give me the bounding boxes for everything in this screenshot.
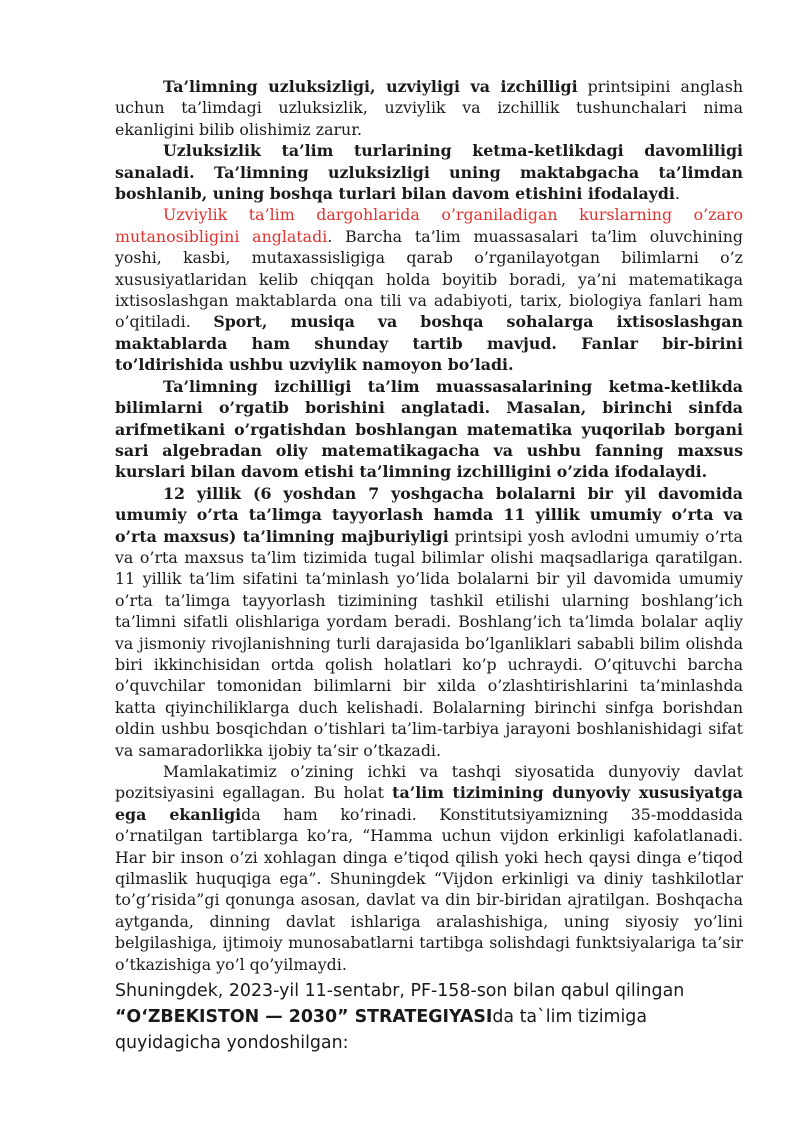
highlighted-red-text: Uzviylik ta’lim dargohlarida o’rganiladigan kurslarning o’zaro mutanosibligini anglatadi bbox=[115, 205, 743, 246]
paragraph-continuity-intro bbox=[115, 76, 743, 140]
bold-text: Uzluksizlik ta’lim turlarining ketma-ketlikdagi davomliligi sanaladi. Ta’limning uzluksizligi uning maktabgacha ta’limdan boshlanib, uning boshqa turlari bilan davom etishini ifodalaydi bbox=[115, 141, 743, 204]
paragraph-continuity-definition bbox=[115, 140, 743, 204]
body-text: Mamlakatimiz o’zining ichki va tashqi siyosatida dunyoviy davlat pozitsiyasini egallagan. Bu holat bbox=[115, 762, 743, 803]
paragraph-secular-education bbox=[115, 761, 743, 975]
bold-text: ta’lim tizimining dunyoviy xususiyatga ega ekanligi bbox=[115, 783, 744, 824]
body-text: da ham ko’rinadi. Konstitutsiyamizning 35-moddasida o’rnatilgan tartiblarga ko’ra, “Hamma uchun vijdon erkinligi kafolatlanadi. Har bir inson o’zi xohlagan dinga e’tiqod qilish yoki hech qaysi dinga e’tiqod qilmaslik huquqiga ega”. Shuningdek “Vijdon erkinligi va diniy tashkilotlar to’g’risida”gi qonunga asosan, davlat va din bir-biridan ajratilgan. Boshqacha aytganda, dinning davlat ishlariga aralashishiga, uning siyosiy yo’lini belgilashiga, ijtimoiy munosabatlarni tartibga solishdagi funktsiyalariga ta’sir o’tkazishiga yo’l qo’yilmaydi. bbox=[115, 804, 743, 974]
bold-text: “O‘ZBEKISTON — 2030” STRATEGIYASI bbox=[115, 1007, 493, 1028]
bold-text: Ta’limning izchilligi ta’lim muassasalarining ketma-ketlikda bilimlarni o’rgatib borishini anglatadi. Masalan, birinchi sinfda arifmetikani o’rgatishdan boshlangan matematika yuqorilab borgani sari algebradan oliy matematikagacha va ushbu fanning maxsus kurslari bilan davom etishi ta’limning izchilligini o’zida ifodalaydi. bbox=[115, 376, 743, 482]
bold-text: Ta’limning uzluksizligi, uzviyligi va izchilligi bbox=[163, 77, 578, 96]
body-text: . Barcha ta’lim muassasalari ta’lim oluvchining yoshi, kasbi, mutaxassisligiga qarab o’rganilayotgan bilimlarni o’z xususiyatlaridan kelib chiqqan holda boyitib boradi, ya’ni matematikaga ixtisoslashgan maktablarda ona tili va adabiyoti, tarix, biologiya fanlari ham o’qitiladi. bbox=[115, 226, 744, 332]
body-text: . bbox=[674, 184, 680, 204]
bold-text: Sport, musiqa va boshqa sohalarga ixtisoslashgan maktablarda ham shunday tartib mavjud. Fanlar bir-birini to’ldirishida ushbu uzviylik namoyon bo’ladi. bbox=[115, 312, 743, 375]
paragraph-compulsory-education bbox=[115, 483, 743, 761]
body-text: Shuningdek, 2023-yil 11-sentabr, PF-158-son bilan qabul qilingan bbox=[115, 981, 685, 1002]
paragraph-strategy-2030 bbox=[115, 978, 743, 1056]
body-text: printsipini anglash uchun ta’limdagi uzluksizlik, uzviylik va izchillik tushunchalari nima ekanligini bilib olishimiz zarur. bbox=[115, 77, 743, 139]
body-text: printsipi yosh avlodni umumiy o’rta va o’rta maxsus ta’lim tizimida tugal bilimlar olishi maqsadlariga qaratilgan. 11 yillik ta’lim sifatini ta’minlash yo’lida bolalarni bir yil davomida umumiy o’rta ta’limga tayyorlash tizimining tashkil etilishi ularning boshlang’ich ta’limni sifatli olishlariga yordam beradi. Boshlang’ich ta’limda bolalar aqliy va jismoniy rivojlanishning turli darajasida bo’lganliklari sababli bilim olishda biri ikkinchisidan ortda qolish holatlari ko’p uchraydi. O’qituvchi barcha o’quvchilar tomonidan bilimlarni bir xilda o’zlashtirishlarini ta’minlashda katta qiyinchiliklarga duch kelishadi. Bolalarning birinchi sinfga borishdan oldin ushbu bosqichdan o’tishlari ta’lim-tarbiya jarayoni boshlanishidagi sifat va samaradorlikka ijobiy ta’sir o’tkazadi. bbox=[115, 526, 743, 760]
body-text: da ta`lim tizimiga quyidagicha yondoshilgan: bbox=[115, 1007, 647, 1054]
bold-text: 12 yillik (6 yoshdan 7 yoshgacha bolalarni bir yil davomida umumiy o’rta ta’limga tayyorlash hamda 11 yillik umumiy o’rta va o’rta maxsus) ta’limning majburiyligi bbox=[115, 483, 743, 546]
paragraph-coherence bbox=[115, 204, 743, 375]
paragraph-consistency bbox=[115, 376, 743, 483]
